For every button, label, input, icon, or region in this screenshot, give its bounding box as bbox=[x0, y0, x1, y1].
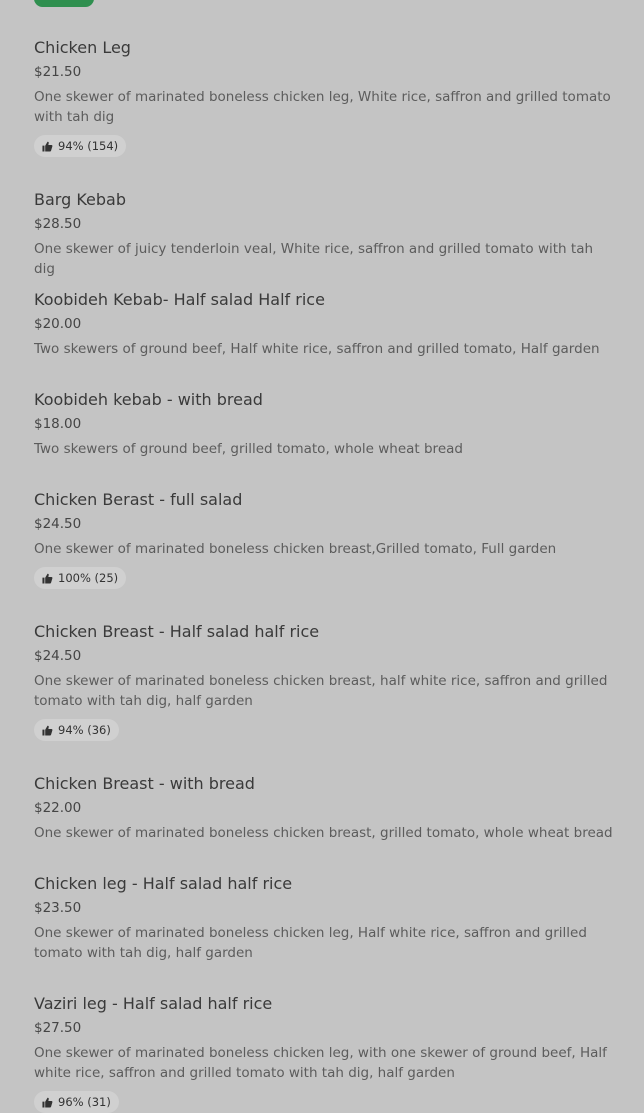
rating-badge bbox=[34, 719, 119, 741]
item-description: One skewer of marinated boneless chicken breast,Grilled tomato, Full garden bbox=[34, 541, 557, 557]
item-name: Chicken leg - Half salad half rice bbox=[34, 874, 293, 893]
menu-item[interactable] bbox=[34, 390, 614, 459]
menu-item[interactable] bbox=[34, 622, 614, 741]
thumbs-up-icon bbox=[42, 725, 53, 736]
item-name: Chicken Leg bbox=[34, 38, 131, 57]
popular-badge bbox=[34, 0, 94, 7]
item-price: $21.50 bbox=[34, 64, 82, 80]
item-price: $20.00 bbox=[34, 316, 82, 332]
item-description: One skewer of marinated boneless chicken breast, half white rice, saffron and grilled tomato with tah dig, half garden bbox=[34, 673, 608, 709]
menu-item[interactable] bbox=[34, 290, 614, 359]
menu-item[interactable] bbox=[34, 190, 614, 279]
item-name: Chicken Breast - with bread bbox=[34, 774, 255, 793]
item-price: $22.00 bbox=[34, 800, 82, 816]
rating-badge bbox=[34, 135, 126, 157]
menu-item[interactable] bbox=[34, 490, 614, 589]
menu-item[interactable] bbox=[34, 38, 614, 157]
item-description: One skewer of marinated boneless chicken breast, grilled tomato, whole wheat bread bbox=[34, 825, 613, 841]
item-price: $28.50 bbox=[34, 216, 82, 232]
rating-text: 100% (25) bbox=[58, 571, 119, 585]
item-name: Chicken Berast - full salad bbox=[34, 490, 243, 509]
rating-text: 96% (31) bbox=[58, 1095, 111, 1109]
item-name: Koobideh kebab - with bread bbox=[34, 390, 263, 409]
item-description: One skewer of marinated boneless chicken leg, Half white rice, saffron and grilled tomato with tah dig, half garden bbox=[34, 925, 587, 961]
item-price: $18.00 bbox=[34, 416, 82, 432]
rating-text: 94% (36) bbox=[58, 723, 111, 737]
item-description: Two skewers of ground beef, grilled tomato, whole wheat bread bbox=[34, 441, 463, 457]
item-price: $27.50 bbox=[34, 1020, 82, 1036]
item-name: Vaziri leg - Half salad half rice bbox=[34, 994, 273, 1013]
item-description: Two skewers of ground beef, Half white rice, saffron and grilled tomato, Half garden bbox=[34, 341, 600, 357]
item-name: Koobideh Kebab- Half salad Half rice bbox=[34, 290, 325, 309]
menu-item[interactable] bbox=[34, 994, 614, 1113]
item-description: One skewer of juicy tenderloin veal, White rice, saffron and grilled tomato with tah dig bbox=[34, 241, 594, 277]
rating-badge bbox=[34, 567, 126, 589]
item-price: $24.50 bbox=[34, 516, 82, 532]
rating-badge bbox=[34, 1091, 119, 1113]
thumbs-up-icon bbox=[42, 1097, 53, 1108]
item-name: Barg Kebab bbox=[34, 190, 126, 209]
menu-item[interactable] bbox=[34, 874, 614, 963]
item-price: $23.50 bbox=[34, 900, 82, 916]
rating-text: 94% (154) bbox=[58, 139, 119, 153]
item-price: $24.50 bbox=[34, 648, 82, 664]
item-description: One skewer of marinated boneless chicken leg, with one skewer of ground beef, Half white rice, saffron and grilled tomato with tah dig, half garden bbox=[34, 1045, 607, 1081]
menu-item[interactable] bbox=[34, 774, 614, 843]
item-name: Chicken Breast - Half salad half rice bbox=[34, 622, 320, 641]
item-description: One skewer of marinated boneless chicken leg, White rice, saffron and grilled tomato with tah dig bbox=[34, 89, 611, 125]
thumbs-up-icon bbox=[42, 141, 53, 152]
thumbs-up-icon bbox=[42, 573, 53, 584]
